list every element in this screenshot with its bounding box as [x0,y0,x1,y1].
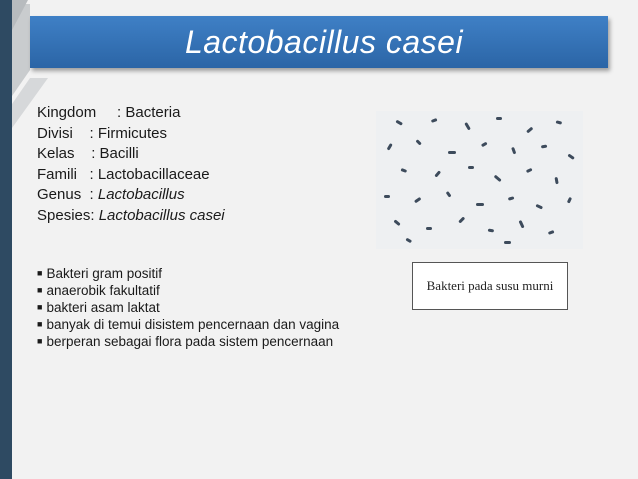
decorative-arrow-shapes [0,0,130,479]
taxonomy-value: Lactobacillaceae [97,165,210,183]
bullet-item [37,265,357,282]
bullet-item [37,282,357,299]
bullet-item [37,333,357,350]
bullet-text: bakteri asam laktat [46,300,160,315]
image-caption: Bakteri pada susu murni [412,262,568,310]
taxonomy-list [37,103,225,226]
bullet-marker-icon: ■ [37,302,43,312]
taxonomy-separator: : [72,124,98,142]
micrograph-image [376,111,583,249]
taxonomy-value: Lactobacillus [97,186,185,203]
bullet-list [37,265,357,350]
slide-title: Lactobacillus casei [184,23,464,60]
taxonomy-label: Kingdom [37,104,97,121]
taxonomy-label: Genus [37,186,82,203]
bullet-item [37,299,357,316]
bullet-text: anaerobik fakultatif [46,283,160,298]
taxonomy-value: Bacteria [125,104,181,121]
taxonomy-separator: : [81,186,98,203]
taxonomy-row-spesies [37,206,225,227]
taxonomy-separator: : [90,206,99,224]
taxonomy-value: Firmicutes [97,124,168,142]
taxonomy-label: Famili [37,165,77,183]
bullet-text: Bakteri gram positif [46,266,162,281]
bullet-item [37,316,357,333]
taxonomy-value: Bacilli [99,145,139,162]
taxonomy-row-kelas [37,144,225,165]
taxonomy-row-divisi [37,124,225,145]
bullet-text: banyak di temui disistem pencernaan dan vagina [46,317,340,332]
taxonomy-row-kingdom [37,103,225,124]
bullet-marker-icon: ■ [37,319,43,329]
bullet-text: berperan sebagai flora pada sistem pencernaan [46,334,334,349]
taxonomy-label: Spesies [37,206,91,224]
taxonomy-label: Kelas [37,145,75,162]
taxonomy-separator: : [74,145,100,162]
taxonomy-row-genus [37,185,225,206]
taxonomy-separator: : [77,165,98,183]
taxonomy-value: Lactobacillus casei [98,206,225,224]
bullet-marker-icon: ■ [37,268,43,278]
bullet-marker-icon: ■ [37,285,43,295]
bullet-marker-icon: ■ [37,336,43,346]
taxonomy-row-famili [37,165,225,186]
taxonomy-separator: : [96,104,126,121]
title-bar [30,16,608,68]
taxonomy-label: Divisi [37,124,73,142]
